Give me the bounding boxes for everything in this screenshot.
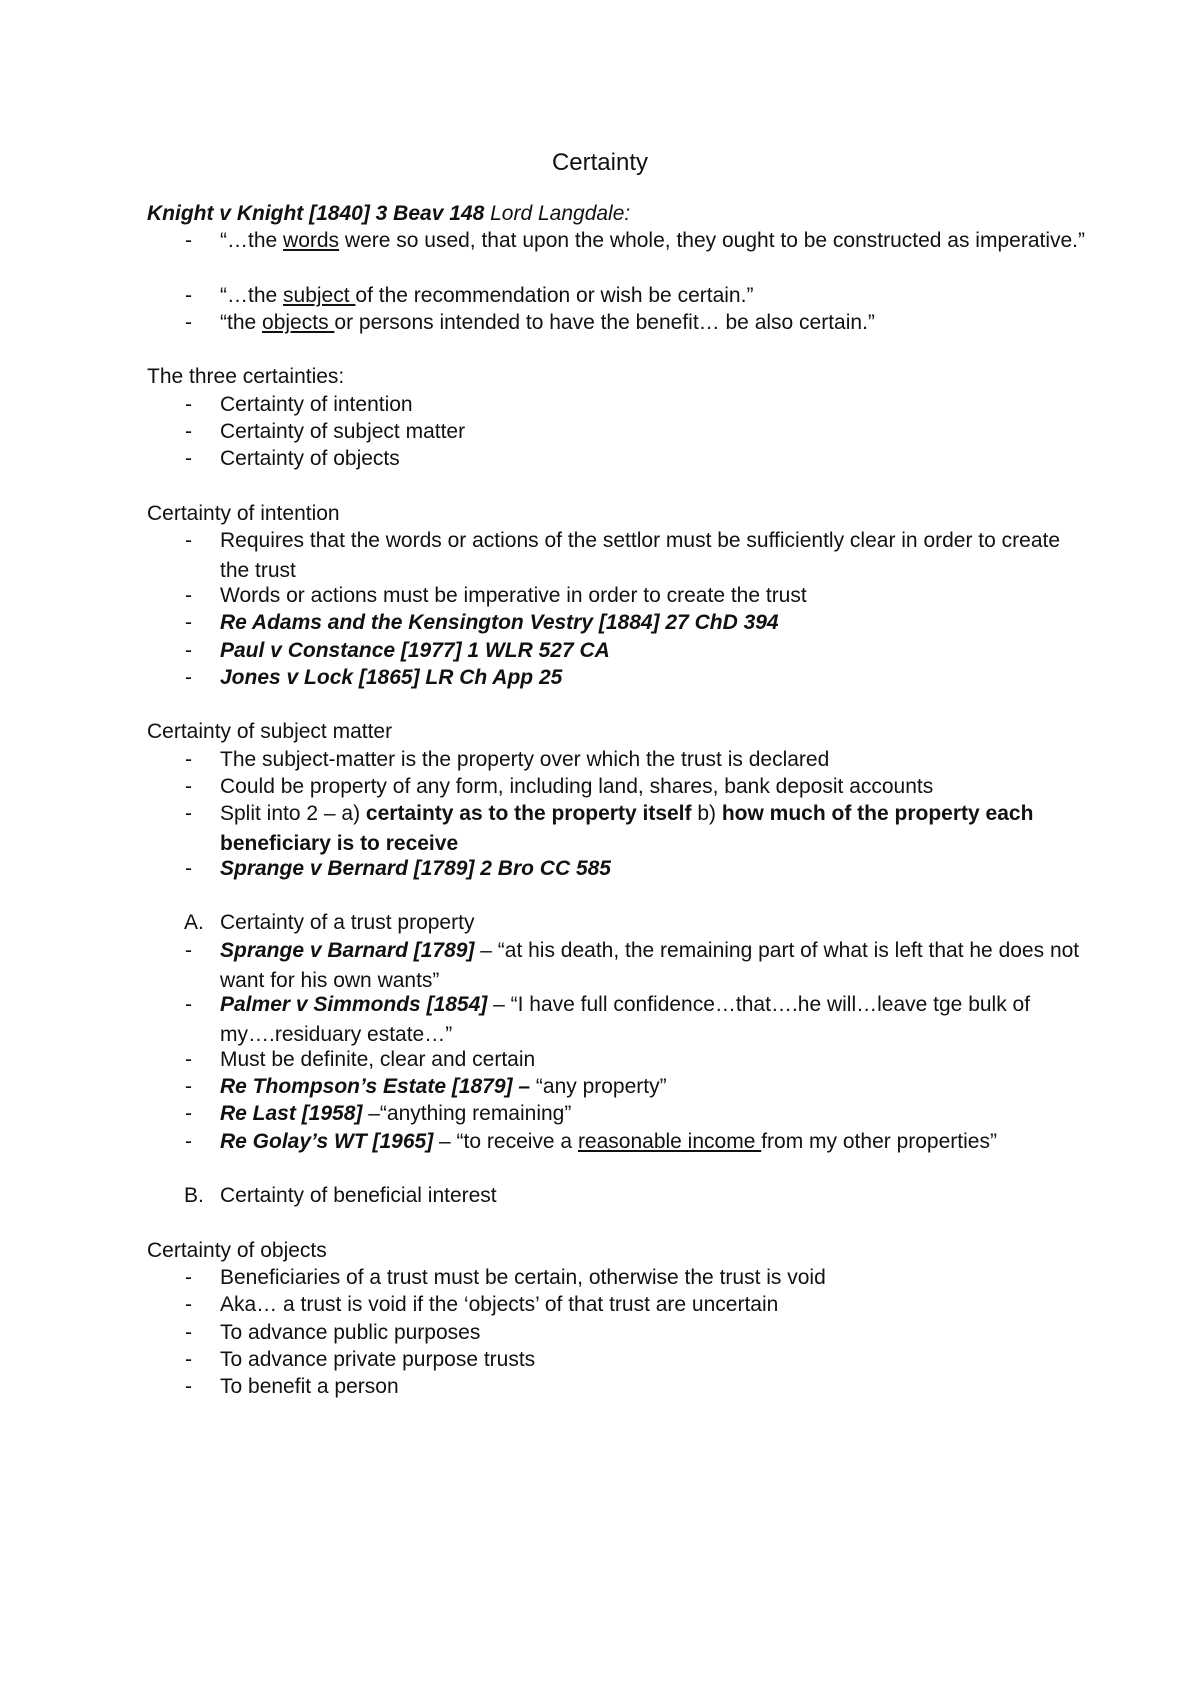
list-item: - Certainty of intention <box>185 393 413 416</box>
list-item: - To advance public purposes <box>185 1321 481 1344</box>
three-certainties-heading: The three certainties: <box>147 365 345 388</box>
objects-heading: Certainty of objects <box>147 1239 327 1262</box>
list-item: - To advance private purpose trusts <box>185 1348 536 1371</box>
list-item: - Certainty of objects <box>185 447 400 470</box>
knight-case: Knight v Knight [1840] 3 Beav 148 <box>147 202 485 225</box>
list-item: - Words or actions must be imperative in order to create the trust <box>185 584 807 607</box>
section-a-heading: A. Certainty of a trust property <box>184 911 475 934</box>
list-item: - Aka… a trust is void if the ‘objects’ of that trust are uncertain <box>185 1293 779 1316</box>
case-item: - Re Thompson’s Estate [1879] – “any property” <box>185 1075 667 1098</box>
list-item: - To benefit a person <box>185 1375 399 1398</box>
list-item: - Could be property of any form, including land, shares, bank deposit accounts <box>185 775 934 798</box>
subject-heading: Certainty of subject matter <box>147 720 393 743</box>
list-item: - The subject-matter is the property over which the trust is declared <box>185 748 830 771</box>
case-item: - Sprange v Barnard [1789] – “at his death, the remaining part of what is left that he does not want for his own wants” <box>185 939 1080 992</box>
list-item: - Beneficiaries of a trust must be certain, otherwise the trust is void <box>185 1266 826 1289</box>
list-item: - Must be definite, clear and certain <box>185 1048 536 1071</box>
knight-quote-2: - “…the subject of the recommendation or wish be certain.” <box>147 281 1087 311</box>
dash-marker: - <box>185 311 192 334</box>
underlined-objects: objects <box>262 311 335 334</box>
dash-marker: - <box>185 284 192 307</box>
underlined-words: words <box>283 229 340 252</box>
knight-quote-3: - “the objects or persons intended to have the benefit… be also certain.” <box>147 308 1087 338</box>
case-item: - Palmer v Simmonds [1854] – “I have full confidence…that….he will…leave tge bulk of my….residuary estate…” <box>185 993 1031 1046</box>
case-citation: - Jones v Lock [1865] LR Ch App 25 <box>185 666 563 689</box>
case-citation: - Re Adams and the Kensington Vestry [1884] 27 ChD 394 <box>185 611 779 634</box>
knight-quote-1: - “…the words were so used, that upon the whole, they ought to be constructed as imperative.” <box>147 226 1087 256</box>
intention-heading: Certainty of intention <box>147 502 340 525</box>
knight-judge: Lord Langdale: <box>490 202 631 225</box>
list-item: - Certainty of subject matter <box>185 420 466 443</box>
case-item: - Re Last [1958] –“anything remaining” <box>185 1102 572 1125</box>
knight-heading <box>147 199 630 229</box>
case-citation: - Paul v Constance [1977] 1 WLR 527 CA <box>185 639 610 662</box>
dash-marker: - <box>185 229 192 252</box>
case-citation: - Sprange v Bernard [1789] 2 Bro CC 585 <box>185 857 611 880</box>
page-title: Certainty <box>551 149 649 176</box>
section-b-heading: B. Certainty of beneficial interest <box>184 1184 497 1207</box>
list-item: - Requires that the words or actions of the settlor must be sufficiently clear in order to create the trust <box>185 529 1061 582</box>
underlined-reasonable-income: reasonable income <box>577 1130 762 1153</box>
split-item: - Split into 2 – a) certainty as to the property itself b) how much of the property each beneficiary is to receive <box>185 802 1034 855</box>
case-item: - Re Golay’s WT [1965] – “to receive a reasonable income from my other properties” <box>185 1130 997 1153</box>
underlined-subject: subject <box>283 284 356 307</box>
